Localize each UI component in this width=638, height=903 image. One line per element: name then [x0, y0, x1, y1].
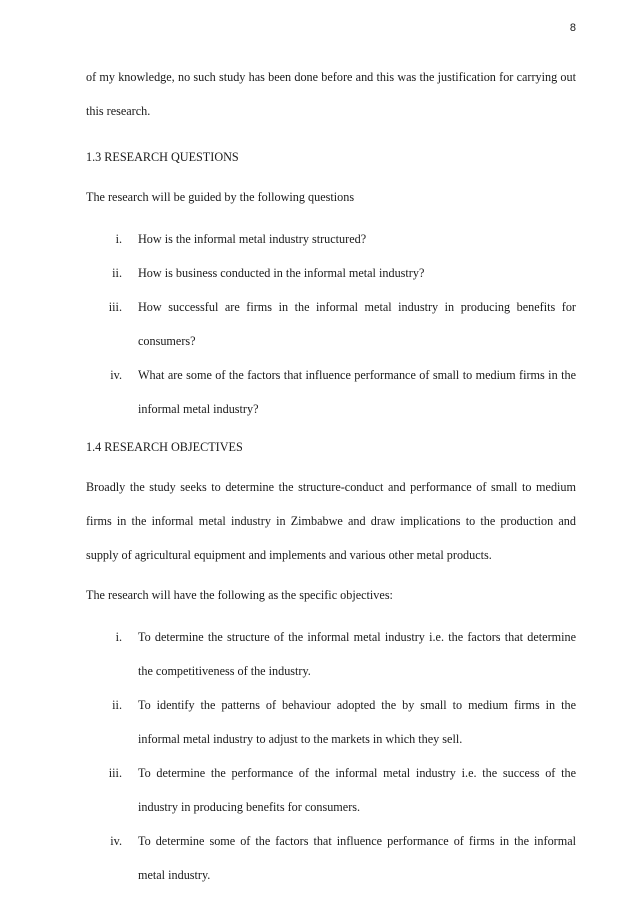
list-item — [86, 688, 576, 756]
list-item-text: To determine the performance of the informal metal industry i.e. the success of the industry in producing benefits for consumers. — [138, 766, 576, 814]
list-item — [86, 222, 576, 256]
list-item-number: i. — [115, 630, 122, 644]
list-item-number: iv. — [110, 834, 122, 848]
research-questions-list — [86, 222, 576, 426]
list-item-number: ii. — [112, 266, 122, 280]
list-item-number: iv. — [110, 368, 122, 382]
list-item-text: To determine the structure of the informal metal industry i.e. the factors that determine the competitiveness of the industry. — [138, 630, 576, 678]
list-item — [86, 290, 576, 358]
list-item-number: i. — [115, 232, 122, 246]
list-item-text: How is the informal metal industry structured? — [138, 232, 367, 246]
section-heading-research-objectives: 1.4 RESEARCH OBJECTIVES — [86, 440, 243, 454]
list-item — [86, 256, 576, 290]
list-item-number: iii. — [108, 300, 122, 314]
list-item — [86, 620, 576, 688]
list-item-text: How successful are firms in the informal metal industry in producing benefits for consumers? — [138, 300, 576, 348]
research-objectives-lead: The research will have the following as the specific objectives: — [86, 588, 393, 602]
list-item-number: ii. — [112, 698, 122, 712]
research-objectives-list — [86, 620, 576, 892]
list-item-number: iii. — [108, 766, 122, 780]
research-questions-lead: The research will be guided by the following questions — [86, 190, 355, 204]
list-item-text: To determine some of the factors that influence performance of firms in the informal metal industry. — [138, 834, 576, 882]
list-item-text: How is business conducted in the informal metal industry? — [138, 266, 425, 280]
list-item-text: What are some of the factors that influence performance of small to medium firms in the informal metal industry? — [138, 368, 576, 416]
list-item-text: To identify the patterns of behaviour adopted the by small to medium firms in the informal metal industry to adjust to the markets in which they sell. — [138, 698, 576, 746]
intro-paragraph: of my knowledge, no such study has been done before and this was the justification for carrying out this research. — [86, 70, 576, 118]
list-item — [86, 358, 576, 426]
section-heading-research-questions: 1.3 RESEARCH QUESTIONS — [86, 150, 239, 164]
list-item — [86, 756, 576, 824]
research-objectives-paragraph: Broadly the study seeks to determine the structure-conduct and performance of small to medium firms in the informal metal industry in Zimbabwe and draw implications to the production and supply of agricultural equipment and implements and various other metal products. — [86, 480, 576, 562]
list-item — [86, 824, 576, 892]
page-number: 8 — [569, 22, 576, 34]
document-body — [86, 60, 576, 892]
